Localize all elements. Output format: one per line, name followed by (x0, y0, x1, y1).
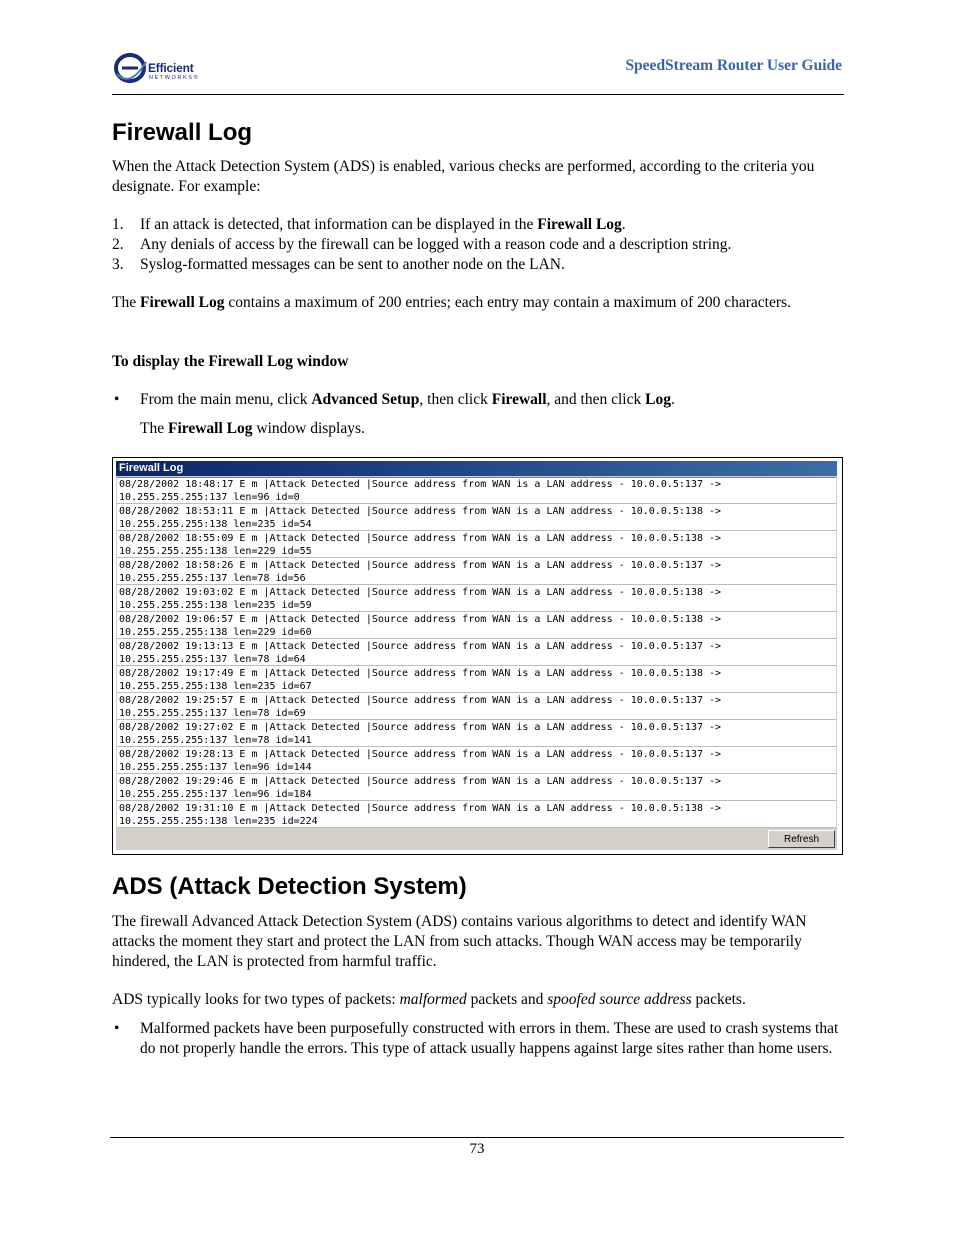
log-entry-line2: 10.255.255.255:138 len=235 id=224 (119, 816, 318, 827)
log-entry-line2: 10.255.255.255:138 len=235 id=59 (119, 600, 312, 611)
log-entry-line1: 08/28/2002 19:28:13 E m |Attack Detected |Source address from WAN is a LAN address - 10.0.0.5:137 -> (119, 749, 722, 760)
log-entry (117, 640, 836, 666)
log-entry-line2: 10.255.255.255:137 len=78 id=64 (119, 654, 306, 665)
log-entry-line2: 10.255.255.255:137 len=96 id=144 (119, 762, 312, 773)
log-entry (117, 775, 836, 801)
howto-heading: To display the Firewall Log window (112, 353, 349, 370)
window-displays-text: The Firewall Log window displays. (140, 420, 365, 437)
refresh-button[interactable]: Refresh (768, 830, 835, 848)
log-entry (117, 721, 836, 747)
log-entry-line1: 08/28/2002 19:06:57 E m |Attack Detected |Source address from WAN is a LAN address - 10.0.0.5:138 -> (119, 614, 722, 625)
list-number: 1. (112, 216, 124, 233)
log-entry-line1: 08/28/2002 18:55:09 E m |Attack Detected |Source address from WAN is a LAN address - 10.0.0.5:138 -> (119, 533, 722, 544)
log-entry (117, 667, 836, 693)
log-entry-line2: 10.255.255.255:137 len=96 id=0 (119, 492, 300, 503)
list-text: If an attack is detected, that information can be displayed in the Firewall Log. (140, 216, 626, 233)
log-entry-line2: 10.255.255.255:137 len=96 id=184 (119, 789, 312, 800)
list-number: 3. (112, 256, 124, 273)
log-entry (117, 505, 836, 531)
log-entry-line2: 10.255.255.255:138 len=229 id=55 (119, 546, 312, 557)
bullet-dot: • (114, 391, 120, 408)
bullet-dot: • (114, 1020, 120, 1037)
log-entry (117, 802, 836, 828)
section-title-firewall-log: Firewall Log (112, 119, 253, 146)
footer-rule (110, 1137, 844, 1138)
window-title-bar: Firewall Log (116, 461, 837, 476)
log-entry-line1: 08/28/2002 19:27:02 E m |Attack Detected |Source address from WAN is a LAN address - 10.0.0.5:137 -> (119, 722, 722, 733)
log-entry-line1: 08/28/2002 19:17:49 E m |Attack Detected |Source address from WAN is a LAN address - 10.0.0.5:138 -> (119, 668, 722, 679)
log-entry-line1: 08/28/2002 19:25:57 E m |Attack Detected |Source address from WAN is a LAN address - 10.0.0.5:137 -> (119, 695, 722, 706)
list-text: Any denials of access by the firewall can be logged with a reason code and a description string. (140, 236, 732, 253)
log-entry-line1: 08/28/2002 19:31:10 E m |Attack Detected |Source address from WAN is a LAN address - 10.0.0.5:138 -> (119, 803, 722, 814)
intro-paragraph: When the Attack Detection System (ADS) is enabled, various checks are performed, according to the criteria you designate. For example: (112, 158, 815, 195)
log-list[interactable] (117, 477, 836, 827)
log-entry-line2: 10.255.255.255:138 len=235 id=67 (119, 681, 312, 692)
ads-types-paragraph: ADS typically looks for two types of packets: malformed packets and spoofed source address packets. (112, 991, 746, 1008)
firewall-log-screenshot (112, 457, 843, 855)
logo-wordmark: Efficient (148, 61, 194, 75)
page-number: 73 (469, 1141, 485, 1157)
log-entry-line2: 10.255.255.255:137 len=78 id=141 (119, 735, 312, 746)
section-title-ads: ADS (Attack Detection System) (112, 873, 467, 900)
log-entry-line2: 10.255.255.255:138 len=235 id=54 (119, 519, 312, 530)
page-header (112, 48, 844, 95)
list-number: 2. (112, 236, 124, 253)
logo-e-icon (114, 52, 148, 84)
efficient-networks-logo (114, 52, 224, 86)
list-text: Syslog-formatted messages can be sent to another node on the LAN. (140, 256, 565, 273)
ads-intro-paragraph: The firewall Advanced Attack Detection System (ADS) contains various algorithms to detect and identify WAN attacks the moment they start and protect the LAN from such attacks. Though WAN access may be temporarily hindered, the LAN is protected from harmful traffic. (112, 913, 807, 970)
max-entries-paragraph: The Firewall Log contains a maximum of 200 entries; each entry may contain a maximum of 200 characters. (112, 294, 791, 311)
log-entry-line1: 08/28/2002 18:48:17 E m |Attack Detected |Source address from WAN is a LAN address - 10.0.0.5:137 -> (119, 479, 722, 490)
log-entry-line2: 10.255.255.255:137 len=78 id=69 (119, 708, 306, 719)
log-entry-line2: 10.255.255.255:137 len=78 id=56 (119, 573, 306, 584)
log-entry (117, 694, 836, 720)
bullet-text: From the main menu, click Advanced Setup, then click Firewall, and then click Log. (140, 391, 675, 408)
log-entry (117, 478, 836, 504)
log-entry-line1: 08/28/2002 18:58:26 E m |Attack Detected |Source address from WAN is a LAN address - 10.0.0.5:137 -> (119, 560, 722, 571)
bullet-text: Malformed packets have been purposefully constructed with errors in them. These are used to crash systems that do not properly handle the errors. This type of attack usually happens against large sites rather than home users. (140, 1020, 839, 1057)
log-entry-line1: 08/28/2002 19:29:46 E m |Attack Detected |Source address from WAN is a LAN address - 10.0.0.5:137 -> (119, 776, 722, 787)
log-entry-line1: 08/28/2002 18:53:11 E m |Attack Detected |Source address from WAN is a LAN address - 10.0.0.5:138 -> (119, 506, 722, 517)
log-entry (117, 613, 836, 639)
log-entry (117, 748, 836, 774)
log-entry-line1: 08/28/2002 19:03:02 E m |Attack Detected |Source address from WAN is a LAN address - 10.0.0.5:138 -> (119, 587, 722, 598)
log-entry-line1: 08/28/2002 19:13:13 E m |Attack Detected |Source address from WAN is a LAN address - 10.0.0.5:137 -> (119, 641, 722, 652)
log-entry (117, 532, 836, 558)
log-entry (117, 586, 836, 612)
guide-title: SpeedStream Router User Guide (625, 57, 842, 74)
log-entry (117, 559, 836, 585)
log-entry-line2: 10.255.255.255:138 len=229 id=60 (119, 627, 312, 638)
firewall-log-window (116, 461, 837, 850)
logo-subtitle: NETWORKS® (149, 75, 200, 81)
